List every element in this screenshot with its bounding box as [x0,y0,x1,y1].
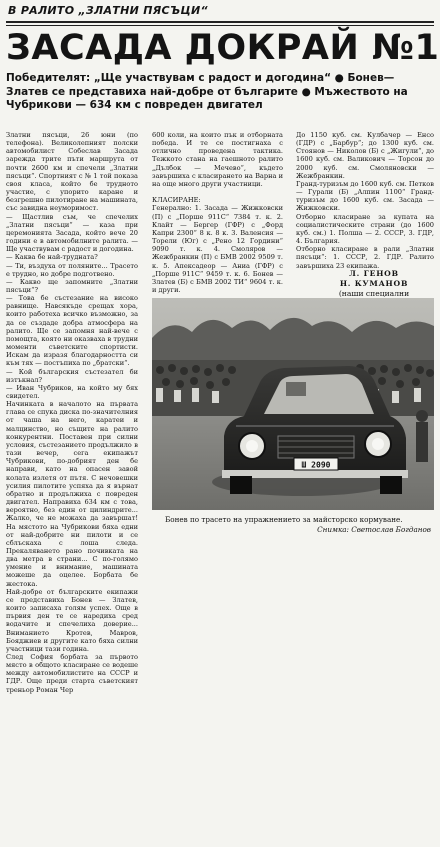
author-2: Н. КУМАНОВ [339,279,409,288]
section-rubric: В РАЛИТО „ЗЛАТНИ ПЯСЪЦИ“ [8,4,208,17]
lead-paragraph: Победителят: „Ще участвувам с радост и догодина“ ● Бонев—Златев се представиха най-добре от българите ● Мъжеството на Чубрикови — 634 км с повреден двигател [6,72,408,111]
license-plate: Ш 2090 [301,460,331,470]
article-column-1: Златни пясъци, 26 юни (по телефона). Великолепният полски автомобилист Собеслав Засада зарежда трите пъти маршрута от почти 2600 км и спечели „Златни пясъци“. Спортният с № 1 той показа своя класа, който бе трудното участие, с упорито каране и безгрешно пилотиране на машината, със завидна неуморимост. — Щастлив съм, че спечелих „Златни пясъци“ — каза при церемонията Засада, който вече 20 години е в автомобилните ралита. — Ще участвувам с радост и догодина. — Каква бе най-трудната? — Ти, въздуха от поляните... Трасето е трудно, но добре подготвено. — Какво ще запомните „Златни пясъци“? — Това бе състезание на високо равнище. Навсякъде срещах хора, които работеха всичко възможно, за да се създаде добра атмосфера на ралито. Ще се запомня най-вече с помощта, която ни оказваха в трудни моменти съветските спортисти. Искам да изразя благодарността си към тях — постъпиха по „братски“. — Кой българския състезател би изтъкнал? — Иван Чубриков, на който му бях свидетел. Начинката в началото на първата глава се спука диска по-значителния от чаша на него, каратеи и малцинство, но същите на ралито конкурентни. Поставен при силни условия, състезанието продължило в тази вечер, сега екипажът Чубрикови, по-добрият ден бе направи, като на опасен завой колата излетя от пътя. С нечовешки усилия пилотите успяха да я върнат обратно и продължиха с повреден двигател. Направиха 634 км с това, вероятно, без един от цилиндрите... Жалко, че не можаха да завършат! На мястото на Чубрикови бяха едни от най-добрите ни пилоти и се сблъскаха с лоша следа. Прекаляването рано почивката на два метра в страни... С по-голямо умение и внимание, машината можеше да оцелее. Борбата бе жестока. Най-добре от българските екипажи се представиха Бонев — Златев, които записаха голям успех. Още в първия ден те се наредиха сред водачите и спечелиха доверие... Вниманието Кротев, Мавров, Бояджиев и другите като бяха силни участници тази година. След София борбата за първото място в общото класиране се водеше между автомобилистите на СССР и ГДР. Още преди старта съветският треньор Роман Чер [6,131,138,694]
article-column-3: До 1150 куб. см. Кулбачер — Енсо (ГДР) с „Барбур“; до 1300 куб. см. Стоянов — Николов (Б) с „Жигули“, до 1600 куб. см. Валикович — Торсон до 2000 куб. см. Смоляновски — Жежбранкин. Гранд-туризъм до 1600 куб. см. Петков — Гурали (Б) „Алпин 1100“ Гранд-туризъм до 1600 куб. см. Засада — Жижковски. Отборно класиране за купата на социалистическите страни (до 1600 куб. см.) 1. Полша — 2. СССР, 3. ГДР, 4. България. Отборно класиране в рали „Златни пясъци“: 1. СССР, 2. ГДР. Ралито завършиха 23 екипажа. [296,131,434,270]
rally-car-photo-image [152,298,434,510]
photo-credit: Снимка: Светослав Богданов [317,524,431,534]
photo-caption [165,515,431,534]
caption-text: Бонев по трасето на упражнението за майсторско кормуване. [165,515,403,524]
top-divider-thin [6,25,434,26]
article-column-2: 600 коли, на които пък и отборната победа. И те се постигнаха с отлично проведена тактика. Тежкото стана на гаешното ралито „Дълбок — Мечево“, където завършиха с класирането на Варна и на още много други участници. КЛАСИРАНЕ: Генерално: 1. Засада — Жижковски (П) с „Порше 911С“ 7384 т. к. 2. Клайт — Бергер (ГФР) с „Форд Капри 2300“ 8 к. 8 к. 3. Валенсия — Торели (Юг) с „Рено 12 Гордини“ 9090 т. к. 4. Смоляров — Жежбранкин (П) с БМВ 2002 9509 т. к. 5. Апексадеор — Аниа (ГФР) с „Порше 911С“ 9459 т. к. 6. Бонев — Златев (Б) с БМВ 2002 ТИ“ 9604 т. к. и други. [152,131,283,294]
top-divider [6,21,434,23]
rally-car-photo [152,298,434,510]
author-1: Л. ГЕНОВ [349,269,399,278]
headline: ЗАСАДА ДОКРАЙ №1 [6,28,440,68]
author-note: (наши специални [338,289,410,298]
